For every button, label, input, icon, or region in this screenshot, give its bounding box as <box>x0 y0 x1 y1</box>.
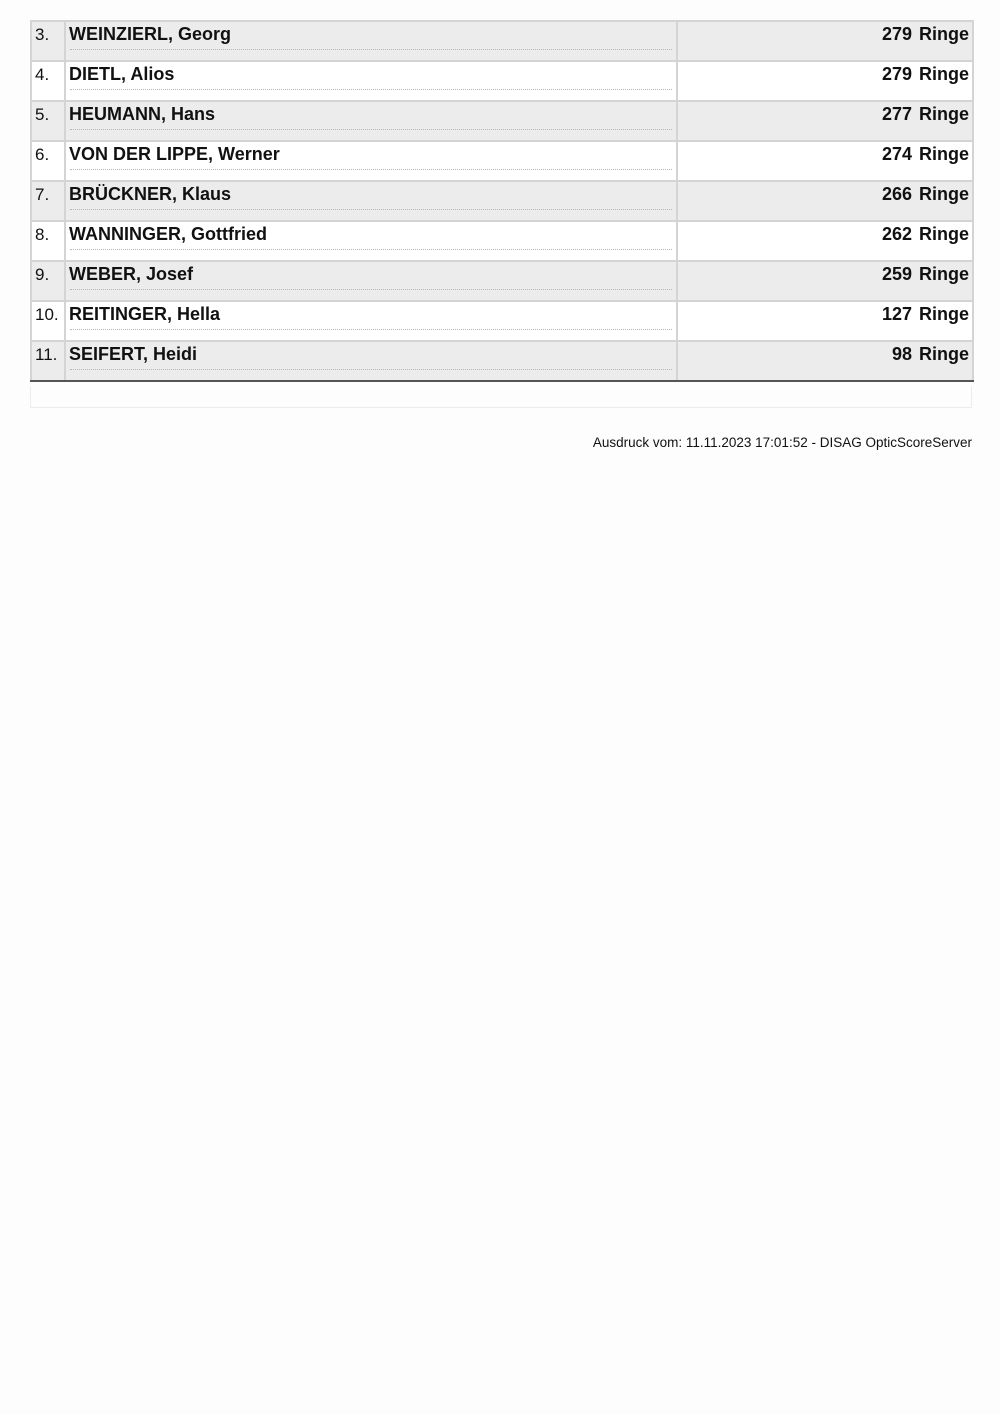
score-unit: Ringe <box>918 224 969 244</box>
rank-cell <box>31 181 65 221</box>
score-unit: Ringe <box>918 64 969 84</box>
name-cell <box>65 61 677 101</box>
rank-cell <box>31 141 65 181</box>
rank-cell <box>31 261 65 301</box>
score-value: 274 <box>881 144 912 164</box>
name-cell <box>65 221 677 261</box>
results-table <box>30 20 974 382</box>
shooter-name: DIETL, Alios <box>66 62 676 98</box>
table-row <box>31 61 973 101</box>
table-row <box>31 21 973 61</box>
table-row <box>31 341 973 381</box>
score-cell <box>677 61 973 101</box>
table-footer-row <box>30 386 972 408</box>
score-value: 262 <box>881 224 912 244</box>
score-unit: Ringe <box>918 24 969 44</box>
table-row <box>31 221 973 261</box>
table-row <box>31 181 973 221</box>
score-unit: Ringe <box>918 304 969 324</box>
name-cell <box>65 261 677 301</box>
rank: 10. <box>35 305 59 324</box>
rank: 7. <box>35 185 50 204</box>
print-footer: Ausdruck vom: 11.11.2023 17:01:52 - DISAG OpticScoreServer <box>592 435 972 450</box>
score-value: 127 <box>881 304 912 324</box>
table-row <box>31 141 973 181</box>
rank-cell <box>31 341 65 381</box>
name-cell <box>65 21 677 61</box>
score-cell <box>677 341 973 381</box>
rank-cell <box>31 21 65 61</box>
name-cell <box>65 301 677 341</box>
rank-cell <box>31 301 65 341</box>
name-cell <box>65 101 677 141</box>
score-cell <box>677 21 973 61</box>
shooter-name: WANNINGER, Gottfried <box>66 222 676 258</box>
shooter-name: BRÜCKNER, Klaus <box>66 182 676 218</box>
score-unit: Ringe <box>918 104 969 124</box>
score-value: 277 <box>881 104 912 124</box>
shooter-name: WEBER, Josef <box>66 262 676 298</box>
table-row <box>31 301 973 341</box>
score-cell <box>677 301 973 341</box>
table-row <box>31 261 973 301</box>
score-value: 98 <box>891 344 912 364</box>
rank: 6. <box>35 145 50 164</box>
shooter-name: VON DER LIPPE, Werner <box>66 142 676 178</box>
score-unit: Ringe <box>918 144 969 164</box>
score-value: 266 <box>881 184 912 204</box>
rank: 5. <box>35 105 50 124</box>
score-value: 279 <box>881 24 912 44</box>
name-cell <box>65 141 677 181</box>
score-unit: Ringe <box>918 264 969 284</box>
shooter-name: REITINGER, Hella <box>66 302 676 338</box>
rank: 8. <box>35 225 50 244</box>
score-cell <box>677 101 973 141</box>
rank: 11. <box>35 345 58 364</box>
score-unit: Ringe <box>918 344 969 364</box>
score-value: 259 <box>881 264 912 284</box>
shooter-name: WEINZIERL, Georg <box>66 22 676 58</box>
rank: 9. <box>35 265 50 284</box>
score-cell <box>677 141 973 181</box>
rank-cell <box>31 221 65 261</box>
rank: 3. <box>35 25 50 44</box>
shooter-name: HEUMANN, Hans <box>66 102 676 138</box>
score-cell <box>677 221 973 261</box>
score-cell <box>677 261 973 301</box>
table-row <box>31 101 973 141</box>
shooter-name: SEIFERT, Heidi <box>66 342 676 378</box>
name-cell <box>65 181 677 221</box>
rank: 4. <box>35 65 50 84</box>
score-value: 279 <box>881 64 912 84</box>
score-cell <box>677 181 973 221</box>
rank-cell <box>31 61 65 101</box>
name-cell <box>65 341 677 381</box>
rank-cell <box>31 101 65 141</box>
score-unit: Ringe <box>918 184 969 204</box>
